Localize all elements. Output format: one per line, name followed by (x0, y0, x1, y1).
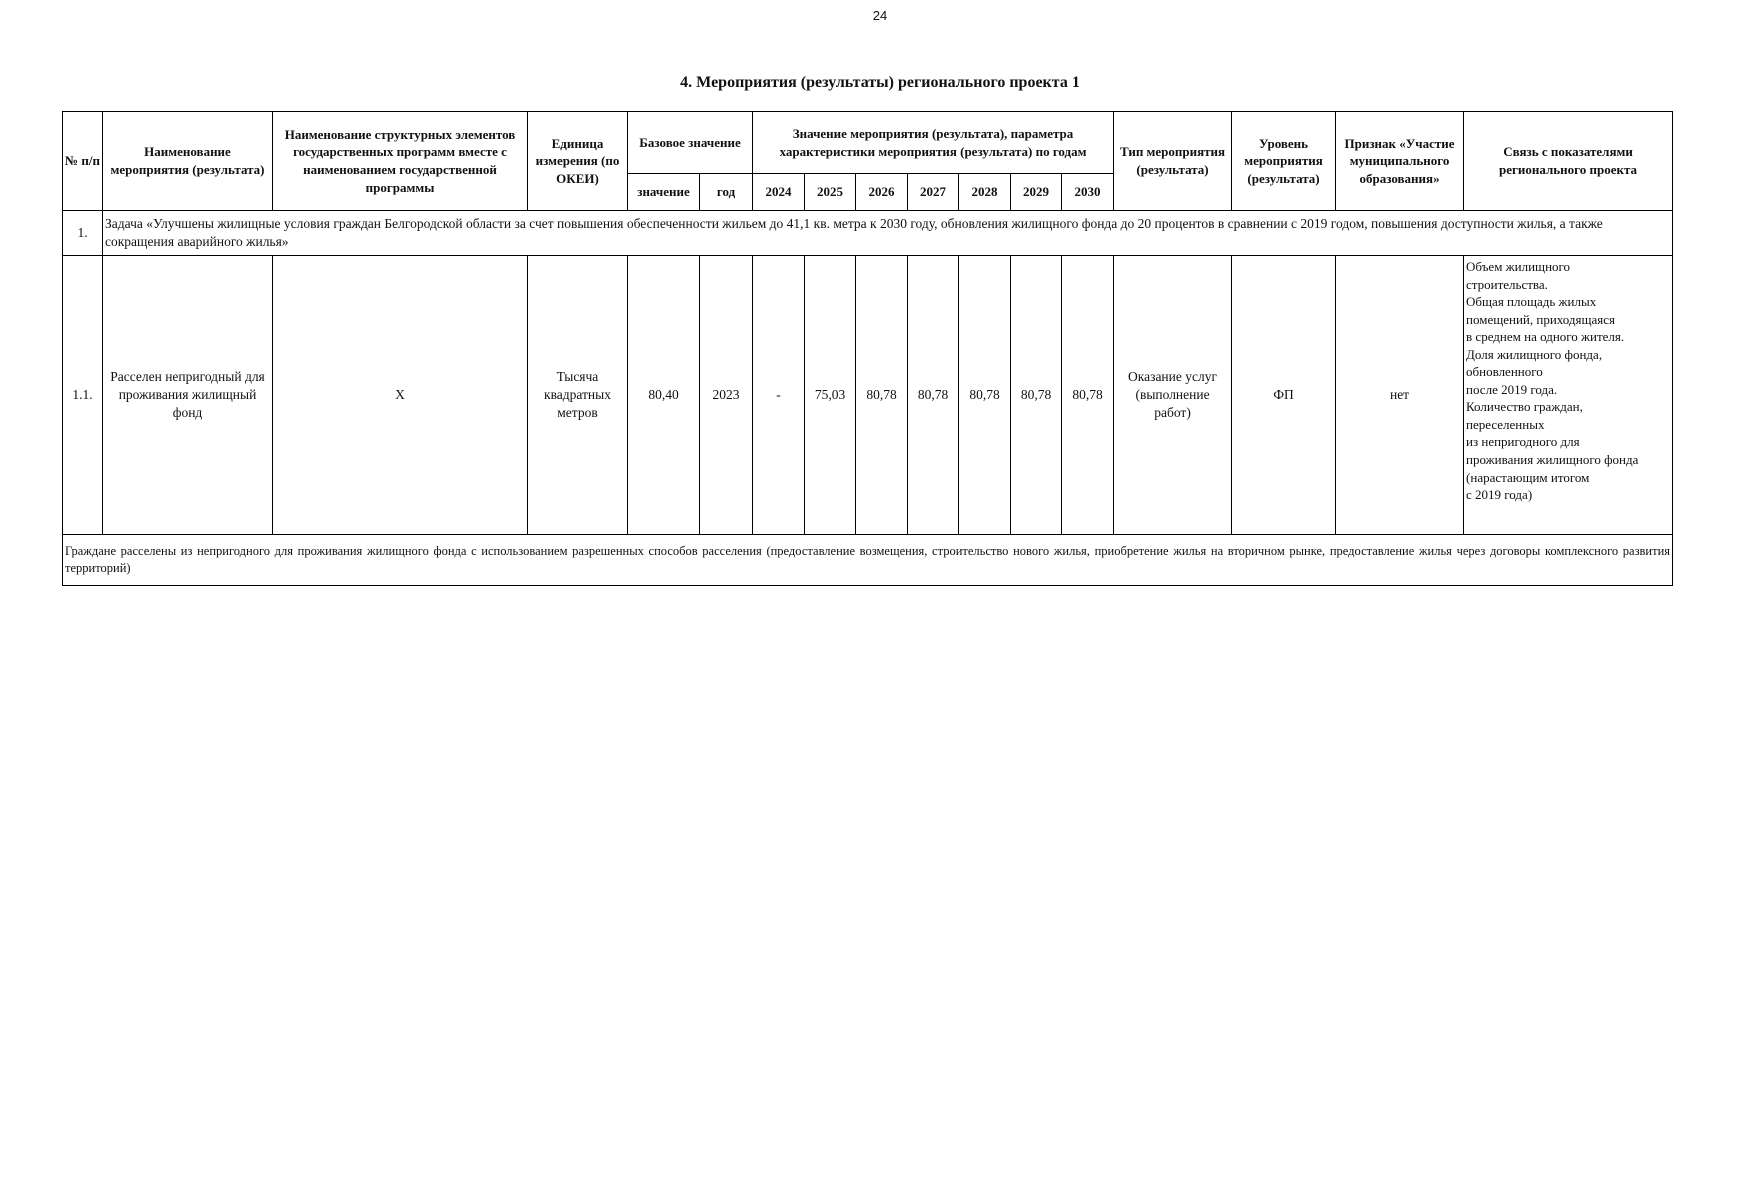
header-year: 2030 (1062, 174, 1114, 211)
header-links: Связь с показателями регионального проекта (1464, 112, 1673, 211)
header-years-group: Значение мероприятия (результата), параметра характеристики мероприятия (результата) по годам (753, 112, 1114, 174)
footer-note: Граждане расселены из непригодного для проживания жилищного фонда с использованием разрешенных способов расселения (предоставление возмещения, строительство нового жилья, приобретение жилья на вторичном рынке, предоставление жилья через договоры комплексного развития территорий) (63, 535, 1673, 586)
row-value-2030: 80,78 (1062, 256, 1114, 535)
row-value-2024: - (753, 256, 805, 535)
header-struct: Наименование структурных элементов государственных программ вместе с наименованием государственной программы (273, 112, 528, 211)
header-num: № п/п (63, 112, 103, 211)
header-base: Базовое значение (628, 112, 753, 174)
link-line: Объем жилищного (1466, 259, 1571, 274)
row-base-value: 80,40 (628, 256, 700, 535)
footer-note-row (63, 535, 1673, 586)
row-level: ФП (1232, 256, 1336, 535)
link-line: из непригодного для (1466, 434, 1580, 450)
row-value-2026: 80,78 (856, 256, 908, 535)
header-name: Наименование мероприятия (результата) (103, 112, 273, 211)
page-number: 24 (872, 8, 888, 23)
header-year: 2028 (959, 174, 1011, 211)
row-value-2025: 75,03 (805, 256, 856, 535)
link-line: строительства. (1466, 276, 1548, 292)
row-name: Расселен непригодный для проживания жилищный фонд (103, 256, 273, 535)
row-municipal: нет (1336, 256, 1464, 535)
header-type: Тип мероприятия (результата) (1114, 112, 1232, 211)
link-line: после 2019 года. (1466, 381, 1558, 397)
table-row (63, 256, 1673, 535)
link-line: обновленного (1466, 364, 1543, 380)
row-value-2027: 80,78 (908, 256, 959, 535)
header-base-value: значение (628, 174, 700, 211)
header-year: 2027 (908, 174, 959, 211)
link-line: помещений, приходящаяся (1466, 311, 1616, 327)
row-type: Оказание услуг (выполнение работ) (1114, 256, 1232, 535)
link-line: проживания жилищного фонда (1466, 452, 1639, 468)
link-line: с 2019 года) (1466, 487, 1533, 503)
row-struct: X (273, 256, 528, 535)
header-year: 2025 (805, 174, 856, 211)
header-year: 2026 (856, 174, 908, 211)
row-base-year: 2023 (700, 256, 753, 535)
task-text: Задача «Улучшены жилищные условия граждан Белгородской области за счет повышения обеспеченности жильем до 41,1 кв. метра к 2030 году, обновления жилищного фонда до 20 процентов в сравнении с 2019 годом, повышения доступности жилья, а также сокращения аварийного жилья» (103, 211, 1673, 256)
header-year: 2024 (753, 174, 805, 211)
row-unit: Тысяча квадратных метров (528, 256, 628, 535)
row-value-2028: 80,78 (959, 256, 1011, 535)
link-line: в среднем на одного жителя. (1466, 329, 1625, 345)
link-line: Общая площадь жилых (1466, 294, 1597, 310)
header-base-year: год (700, 174, 753, 211)
header-municipal: Признак «Участие муниципального образования» (1336, 112, 1464, 211)
results-table (62, 111, 1673, 586)
task-row (63, 211, 1673, 256)
link-line: переселенных (1466, 416, 1545, 432)
task-num: 1. (63, 211, 103, 256)
header-level: Уровень мероприятия (результата) (1232, 112, 1336, 211)
header-unit: Единица измерения (по ОКЕИ) (528, 112, 628, 211)
link-line: Количество граждан, (1466, 399, 1583, 415)
row-links (1464, 256, 1673, 535)
header-year: 2029 (1011, 174, 1062, 211)
section-title: 4. Мероприятия (результаты) регионального проекта 1 (680, 74, 1080, 91)
link-line: (нарастающим итогом (1466, 469, 1590, 485)
row-num: 1.1. (63, 256, 103, 535)
row-value-2029: 80,78 (1011, 256, 1062, 535)
link-line: Доля жилищного фонда, (1466, 346, 1603, 362)
